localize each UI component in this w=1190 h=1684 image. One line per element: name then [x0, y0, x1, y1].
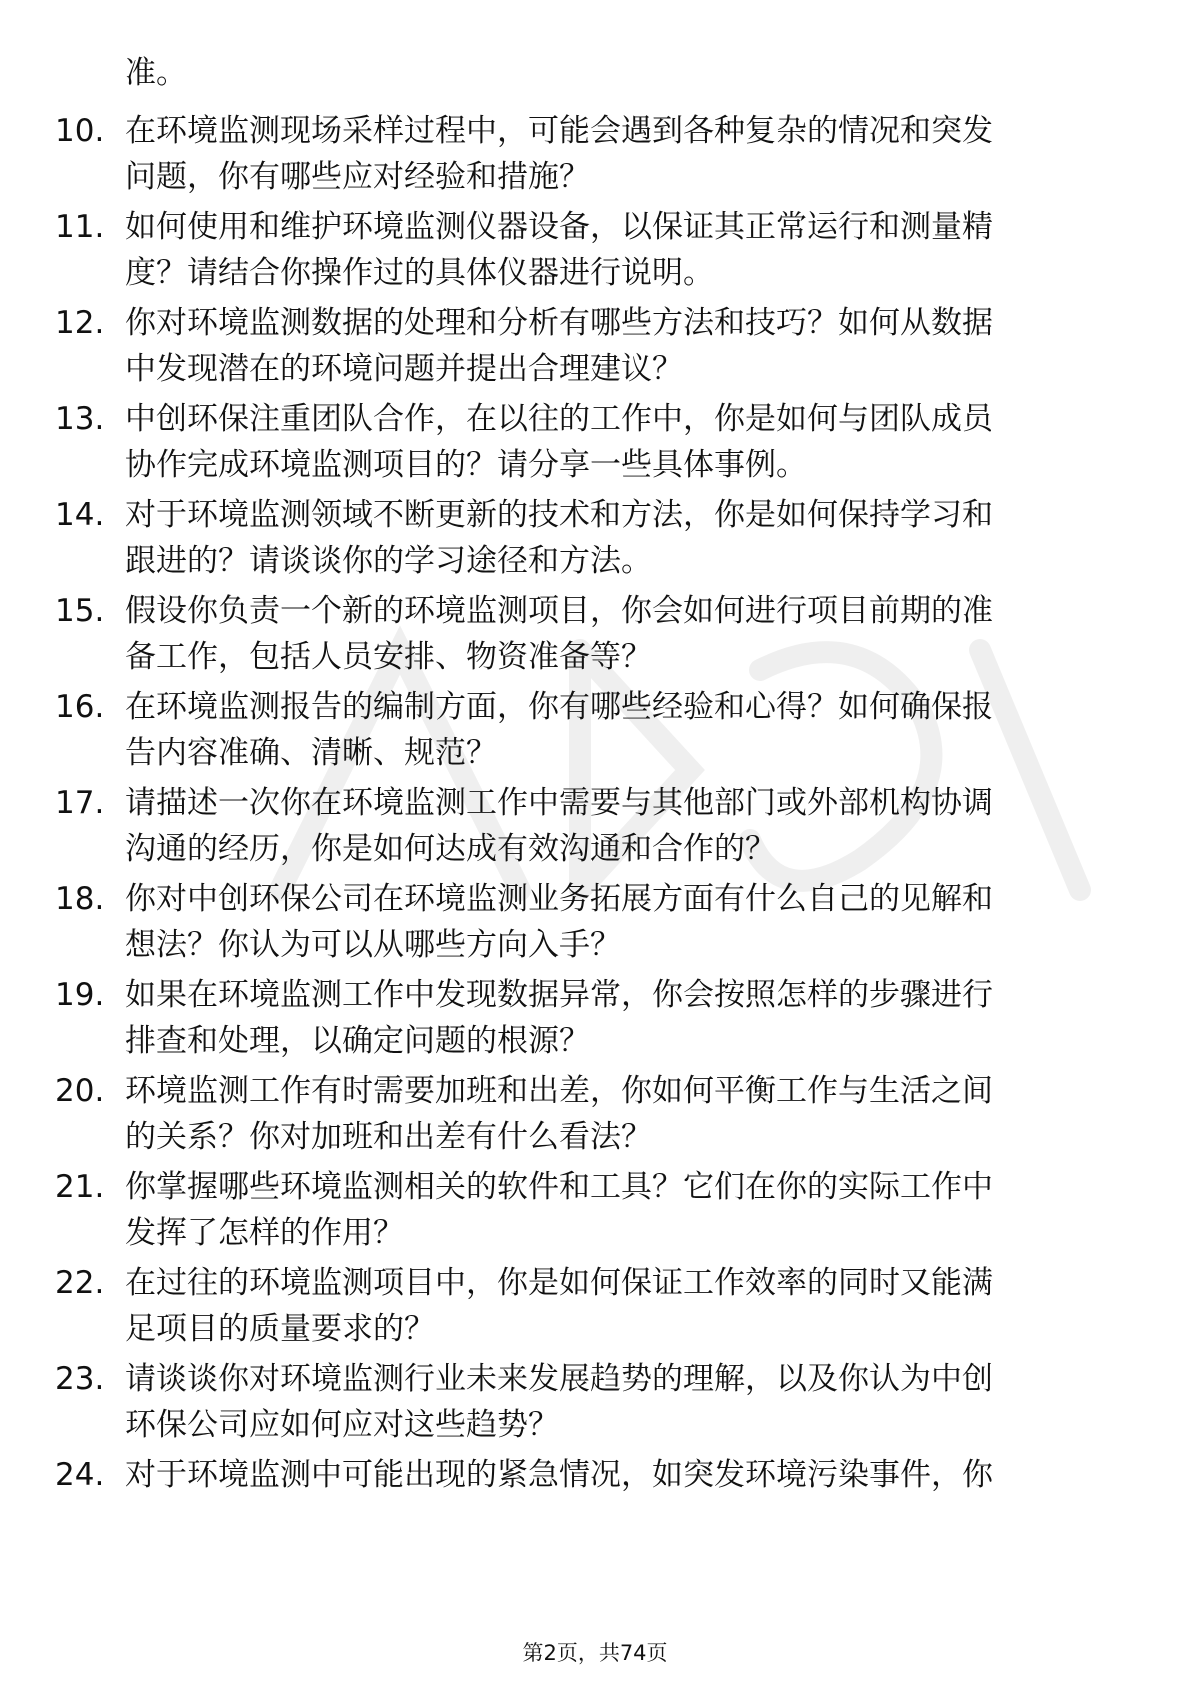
question-number: 18.: [55, 881, 105, 917]
question-text-line: 沟通的经历，你是如何达成有效沟通和合作的？: [125, 831, 776, 867]
question-text-line: 请谈谈你对环境监测行业未来发展趋势的理解，以及你认为中创: [125, 1361, 993, 1397]
list-item: [0, 108, 1190, 204]
question-text-line: 请描述一次你在环境监测工作中需要与其他部门或外部机构协调: [125, 785, 993, 821]
question-text-line: 如果在环境监测工作中发现数据异常，你会按照怎样的步骤进行: [125, 977, 993, 1013]
question-number: 23.: [55, 1361, 105, 1397]
question-text-line: 跟进的？请谈谈你的学习途径和方法。: [125, 543, 652, 579]
question-text: [125, 1260, 1115, 1352]
question-text: [125, 1164, 1115, 1256]
question-text: [125, 876, 1115, 968]
question-text-line: 对于环境监测中可能出现的紧急情况，如突发环境污染事件，你: [125, 1457, 993, 1493]
question-number: 19.: [55, 977, 105, 1013]
list-item: [0, 300, 1190, 396]
question-text-line: 你对中创环保公司在环境监测业务拓展方面有什么自己的见解和: [125, 881, 993, 917]
page-footer: 第2页，共74页: [522, 1641, 668, 1665]
question-text-line: 告内容准确、清晰、规范？: [125, 735, 497, 771]
question-text-line: 排查和处理，以确定问题的根源？: [125, 1023, 590, 1059]
question-text-line: 在环境监测报告的编制方面，你有哪些经验和心得？如何确保报: [125, 689, 993, 725]
question-text: [125, 684, 1115, 776]
list-item: [0, 396, 1190, 492]
question-number: 24.: [55, 1457, 105, 1493]
question-text: [125, 1452, 1115, 1498]
question-text-line: 中创环保注重团队合作，在以往的工作中，你是如何与团队成员: [125, 401, 993, 437]
list-item: [0, 1068, 1190, 1164]
list-item: [0, 684, 1190, 780]
question-text-line: 足项目的质量要求的？: [125, 1311, 435, 1347]
question-text: [125, 972, 1115, 1064]
question-text-line: 你对环境监测数据的处理和分析有哪些方法和技巧？如何从数据: [125, 305, 993, 341]
question-text-line: 问题，你有哪些应对经验和措施？: [125, 159, 590, 195]
list-item: [0, 1164, 1190, 1260]
question-text: [125, 1068, 1115, 1160]
question-number: 12.: [55, 305, 105, 341]
list-item: [0, 972, 1190, 1068]
question-text-line: 对于环境监测领域不断更新的技术和方法，你是如何保持学习和: [125, 497, 993, 533]
continuation-text: 准。: [125, 55, 187, 91]
question-text-line: 的关系？你对加班和出差有什么看法？: [125, 1119, 652, 1155]
question-text-line: 备工作，包括人员安排、物资准备等？: [125, 639, 652, 675]
question-text: [125, 588, 1115, 680]
list-item: [0, 204, 1190, 300]
question-text-line: 你掌握哪些环境监测相关的软件和工具？它们在你的实际工作中: [125, 1169, 993, 1205]
question-number: 17.: [55, 785, 105, 821]
question-text-line: 环保公司应如何应对这些趋势？: [125, 1407, 559, 1443]
question-number: 11.: [55, 209, 105, 245]
question-text-line: 环境监测工作有时需要加班和出差，你如何平衡工作与生活之间: [125, 1073, 993, 1109]
question-text: [125, 396, 1115, 488]
question-text: [125, 300, 1115, 392]
list-item: [0, 876, 1190, 972]
list-item: [0, 1260, 1190, 1356]
question-number: 10.: [55, 113, 105, 149]
question-text: [125, 780, 1115, 872]
question-text-line: 假设你负责一个新的环境监测项目，你会如何进行项目前期的准: [125, 593, 993, 629]
question-text: [125, 1356, 1115, 1448]
question-text-line: 度？请结合你操作过的具体仪器进行说明。: [125, 255, 714, 291]
question-text-line: 在过往的环境监测项目中，你是如何保证工作效率的同时又能满: [125, 1265, 993, 1301]
list-item: [0, 1356, 1190, 1452]
list-item: [0, 1452, 1190, 1548]
question-text-line: 中发现潜在的环境问题并提出合理建议？: [125, 351, 683, 387]
question-text-line: 如何使用和维护环境监测仪器设备，以保证其正常运行和测量精: [125, 209, 993, 245]
list-item: [0, 780, 1190, 876]
question-number: 14.: [55, 497, 105, 533]
question-text: [125, 108, 1115, 200]
question-text-line: 在环境监测现场采样过程中，可能会遇到各种复杂的情况和突发: [125, 113, 993, 149]
question-text-line: 发挥了怎样的作用？: [125, 1215, 404, 1251]
question-number: 15.: [55, 593, 105, 629]
question-text: [125, 492, 1115, 584]
question-text-line: 协作完成环境监测项目的？请分享一些具体事例。: [125, 447, 807, 483]
list-item: [0, 492, 1190, 588]
question-number: 20.: [55, 1073, 105, 1109]
question-number: 13.: [55, 401, 105, 437]
question-number: 21.: [55, 1169, 105, 1205]
question-text: [125, 204, 1115, 296]
question-number: 16.: [55, 689, 105, 725]
question-text-line: 想法？你认为可以从哪些方向入手？: [125, 927, 621, 963]
question-number: 22.: [55, 1265, 105, 1301]
list-item: [0, 588, 1190, 684]
